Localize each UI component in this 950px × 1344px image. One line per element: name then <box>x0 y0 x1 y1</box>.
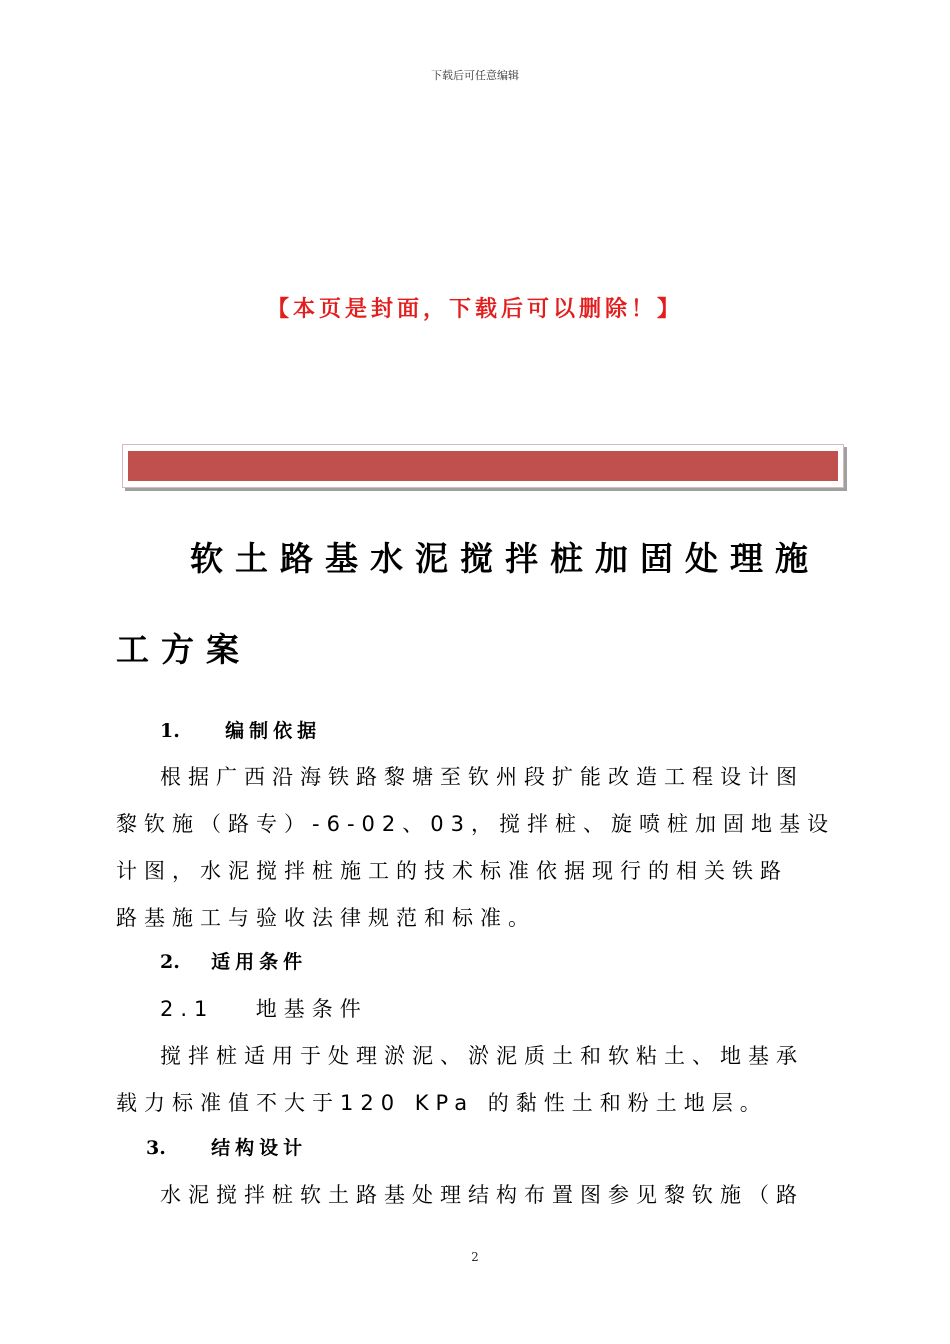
document-title-line-2: 工方案 <box>116 630 251 669</box>
decorative-banner <box>122 444 844 488</box>
section-number: 1. <box>160 720 180 742</box>
paragraph-line: 搅拌桩适用于处理淤泥、淤泥质土和软粘土、地基承 <box>160 1044 804 1068</box>
section-label: 编制依据 <box>225 720 322 742</box>
section-label: 地基条件 <box>255 997 368 1021</box>
header-note: 下载后可任意编辑 <box>431 69 519 82</box>
cover-notice: 【本页是封面，下载后可以删除！】 <box>266 297 683 322</box>
section-heading-1 <box>160 716 321 743</box>
document-title-line-1: 软土路基水泥搅拌桩加固处理施 <box>190 539 820 578</box>
section-number: 3. <box>146 1137 166 1159</box>
section-heading-3 <box>146 1133 307 1160</box>
banner-fill <box>128 451 838 481</box>
section-number: 2.1 <box>160 997 215 1021</box>
section-label: 适用条件 <box>211 951 308 973</box>
section-label: 结构设计 <box>211 1137 308 1159</box>
section-heading-2 <box>160 947 307 974</box>
section-number: 2. <box>160 951 180 973</box>
paragraph-line: 载力标准值不大于120 KPa 的黏性土和粉土地层。 <box>116 1091 768 1115</box>
paragraph-line: 水泥搅拌桩软土路基处理结构布置图参见黎钦施（路 <box>160 1183 804 1207</box>
paragraph-line: 路基施工与验收法律规范和标准。 <box>116 906 536 930</box>
page-number: 2 <box>471 1250 479 1264</box>
paragraph-line: 黎钦施（路专）-6-02、03，搅拌桩、旋喷桩加固地基设 <box>116 812 835 836</box>
paragraph-line: 根据广西沿海铁路黎塘至钦州段扩能改造工程设计图 <box>160 765 804 789</box>
paragraph-line: 计图，水泥搅拌桩施工的技术标准依据现行的相关铁路 <box>116 859 788 883</box>
subsection-heading-2-1 <box>160 993 850 1023</box>
